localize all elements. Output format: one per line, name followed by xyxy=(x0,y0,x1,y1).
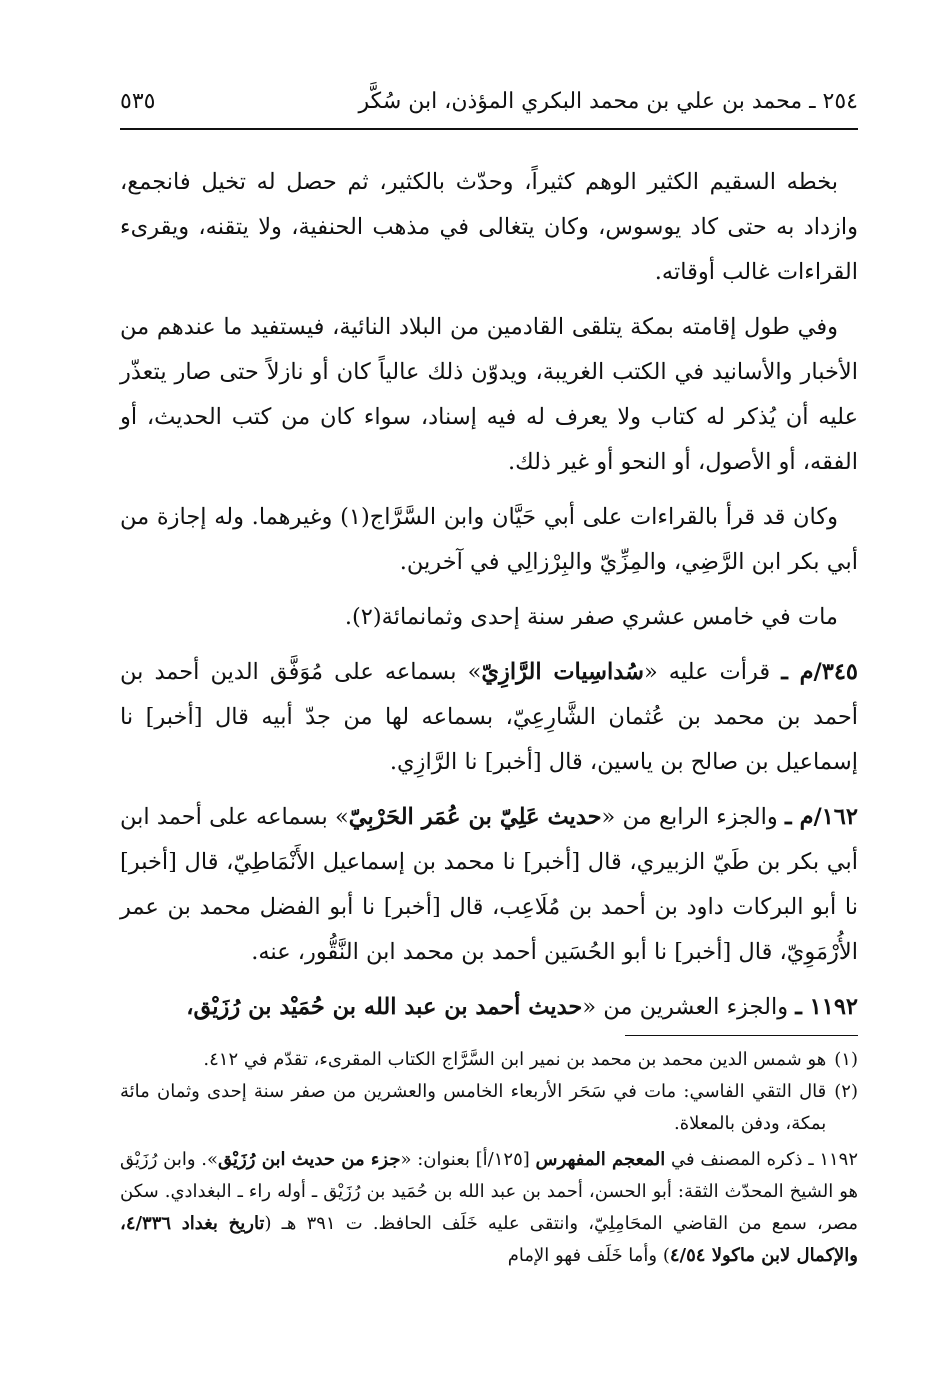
note-bold: تاريخ بغداد ٤/٣٣٦، والإكمال لابن ماكولا ٤/٥٤ xyxy=(120,1213,858,1266)
header-rule xyxy=(120,128,858,130)
paragraph-3: وكان قد قرأ بالقراءات على أبي حَيَّان وابن السَّرَّاج(١) وغيرهما. وله إجازة من أبي بكر ابن الرَّضِي، والمِزِّيّ والبِرْزالِي في آخرين. xyxy=(120,504,858,575)
footnote-1 xyxy=(120,1044,858,1076)
paragraph-2: وفي طول إقامته بمكة يتلقى القادمين من البلاد النائية، فيستفيد ما عندهم من الأخبار والأسانيد في الكتب الغريبة، ويدوّن ذلك عالياً كان أو نازلاً حتى صار يتعذّر عليه أن يُذكر له كتاب ولا يعرف له فيه إسناد، سواء كان من كتب الحديث، أو الفقه، أو الأصول، أو النحو أو غير ذلك. xyxy=(120,314,858,475)
entry-text: » بسماعه على أحمد ابن أبي بكر بن طَيّ الزبيري، قال [أخبر] نا محمد بن إسماعيل الأَنْمَاطِيّ، قال [أخبر] نا أبو البركات داود بن أحمد بن مُلَاعِب، قال [أخبر] نا أبو الفضل محمد بن عمر الأُرْمَوِيّ، قال [أخبر] نا أبو الحُسَين أحمد بن محمد ابن النَّقُّور، عنه. xyxy=(120,804,858,965)
entry-345 xyxy=(120,650,858,785)
page-number: ٥٣٥ xyxy=(120,88,156,114)
footnotes xyxy=(120,1044,858,1272)
footnote-marker: (١) xyxy=(834,1049,858,1070)
entry-title: حديث عَلِيّ بن عُمَر الحَرْبِيّ xyxy=(348,804,602,830)
footnote-marker: (٢) xyxy=(834,1081,858,1102)
paragraph-1: بخطه السقيم الكثير الوهم كثيراً، وحدّث بالكثير، ثم حصل له تخيل فانجمع، وازداد به حتى كاد يوسوس، وكان يتغالى في مذهب الحنفية، ولا يتقنه، ويقرىء القراءات غالب أوقاته. xyxy=(120,169,858,285)
entry-number: ١١٩٢ ـ xyxy=(795,994,858,1020)
note-text: [١٢٥/أ] بعنوان: « xyxy=(400,1149,536,1170)
entry-1192 xyxy=(120,985,858,1030)
entry-text: والجزء العشرين من « xyxy=(582,994,789,1020)
running-header xyxy=(120,78,858,124)
note-bold: المعجم المفهرس xyxy=(535,1149,666,1170)
footnote-2 xyxy=(120,1076,858,1140)
paragraph-4: مات في خامس عشري صفر سنة إحدى وثمانمائة(٢). xyxy=(344,604,838,630)
main-text xyxy=(120,160,858,1040)
footnote-rule xyxy=(625,1035,858,1036)
footnote-text: هو شمس الدين محمد بن محمد بن نمير ابن السَّرَّاج الكتاب المقرىء، تقدّم في ٤١٢. xyxy=(203,1049,827,1070)
entry-162 xyxy=(120,795,858,975)
entry-text: قرأت عليه « xyxy=(643,659,771,685)
entry-title: سُداسِيات الرَّازِيّ xyxy=(481,659,644,685)
note-text: ١١٩٢ ـ ذكره المصنف في xyxy=(665,1149,859,1170)
entry-text: والجزء الرابع من « xyxy=(601,804,778,830)
running-header-title: ٢٥٤ ـ محمد بن علي بن محمد البكري المؤذن، ابن سُكَّر xyxy=(358,88,858,114)
note-text: ». وابن رُزَيْق هو الشيخ المحدّث الثقة: أبو الحسن، أحمد بن عبد الله بن حُمَيد بن رُزَيْق ـ أوله راء ـ البغدادي. سكن مصر، سمع من القاضي المحَامِلِيّ، وانتقى عليه خَلَف الحافظ. ت ٣٩١ هـ ( xyxy=(120,1149,859,1234)
note-text: ) وأما خَلَف فهو الإمام xyxy=(507,1245,670,1266)
entry-number: ١٦٢/م ـ xyxy=(785,804,858,830)
footnote-text: قال التقي الفاسي: مات في سَحَر الأربعاء الخامس والعشرين من صفر سنة إحدى وثمان مائة بمكة، ودفن بالمعلاة. xyxy=(120,1081,827,1134)
note-bold: جزء من حديث ابن رُزَيْق xyxy=(218,1149,401,1170)
entry-text: » بسماعه على مُوَفَّق الدين أحمد بن أحمد بن محمد بن عُثمان الشَّارِعِيّ، بسماعه لها من جدّ أبيه قال [أخبر] نا إسماعيل بن صالح بن ياسين، قال [أخبر] نا الرَّازِي. xyxy=(120,659,858,775)
note-1192 xyxy=(120,1144,858,1272)
entry-number: ٣٤٥/م ـ xyxy=(781,659,859,685)
entry-title: حديث أحمد بن عبد الله بن حُمَيْد بن رُزَيْق، xyxy=(186,994,583,1020)
